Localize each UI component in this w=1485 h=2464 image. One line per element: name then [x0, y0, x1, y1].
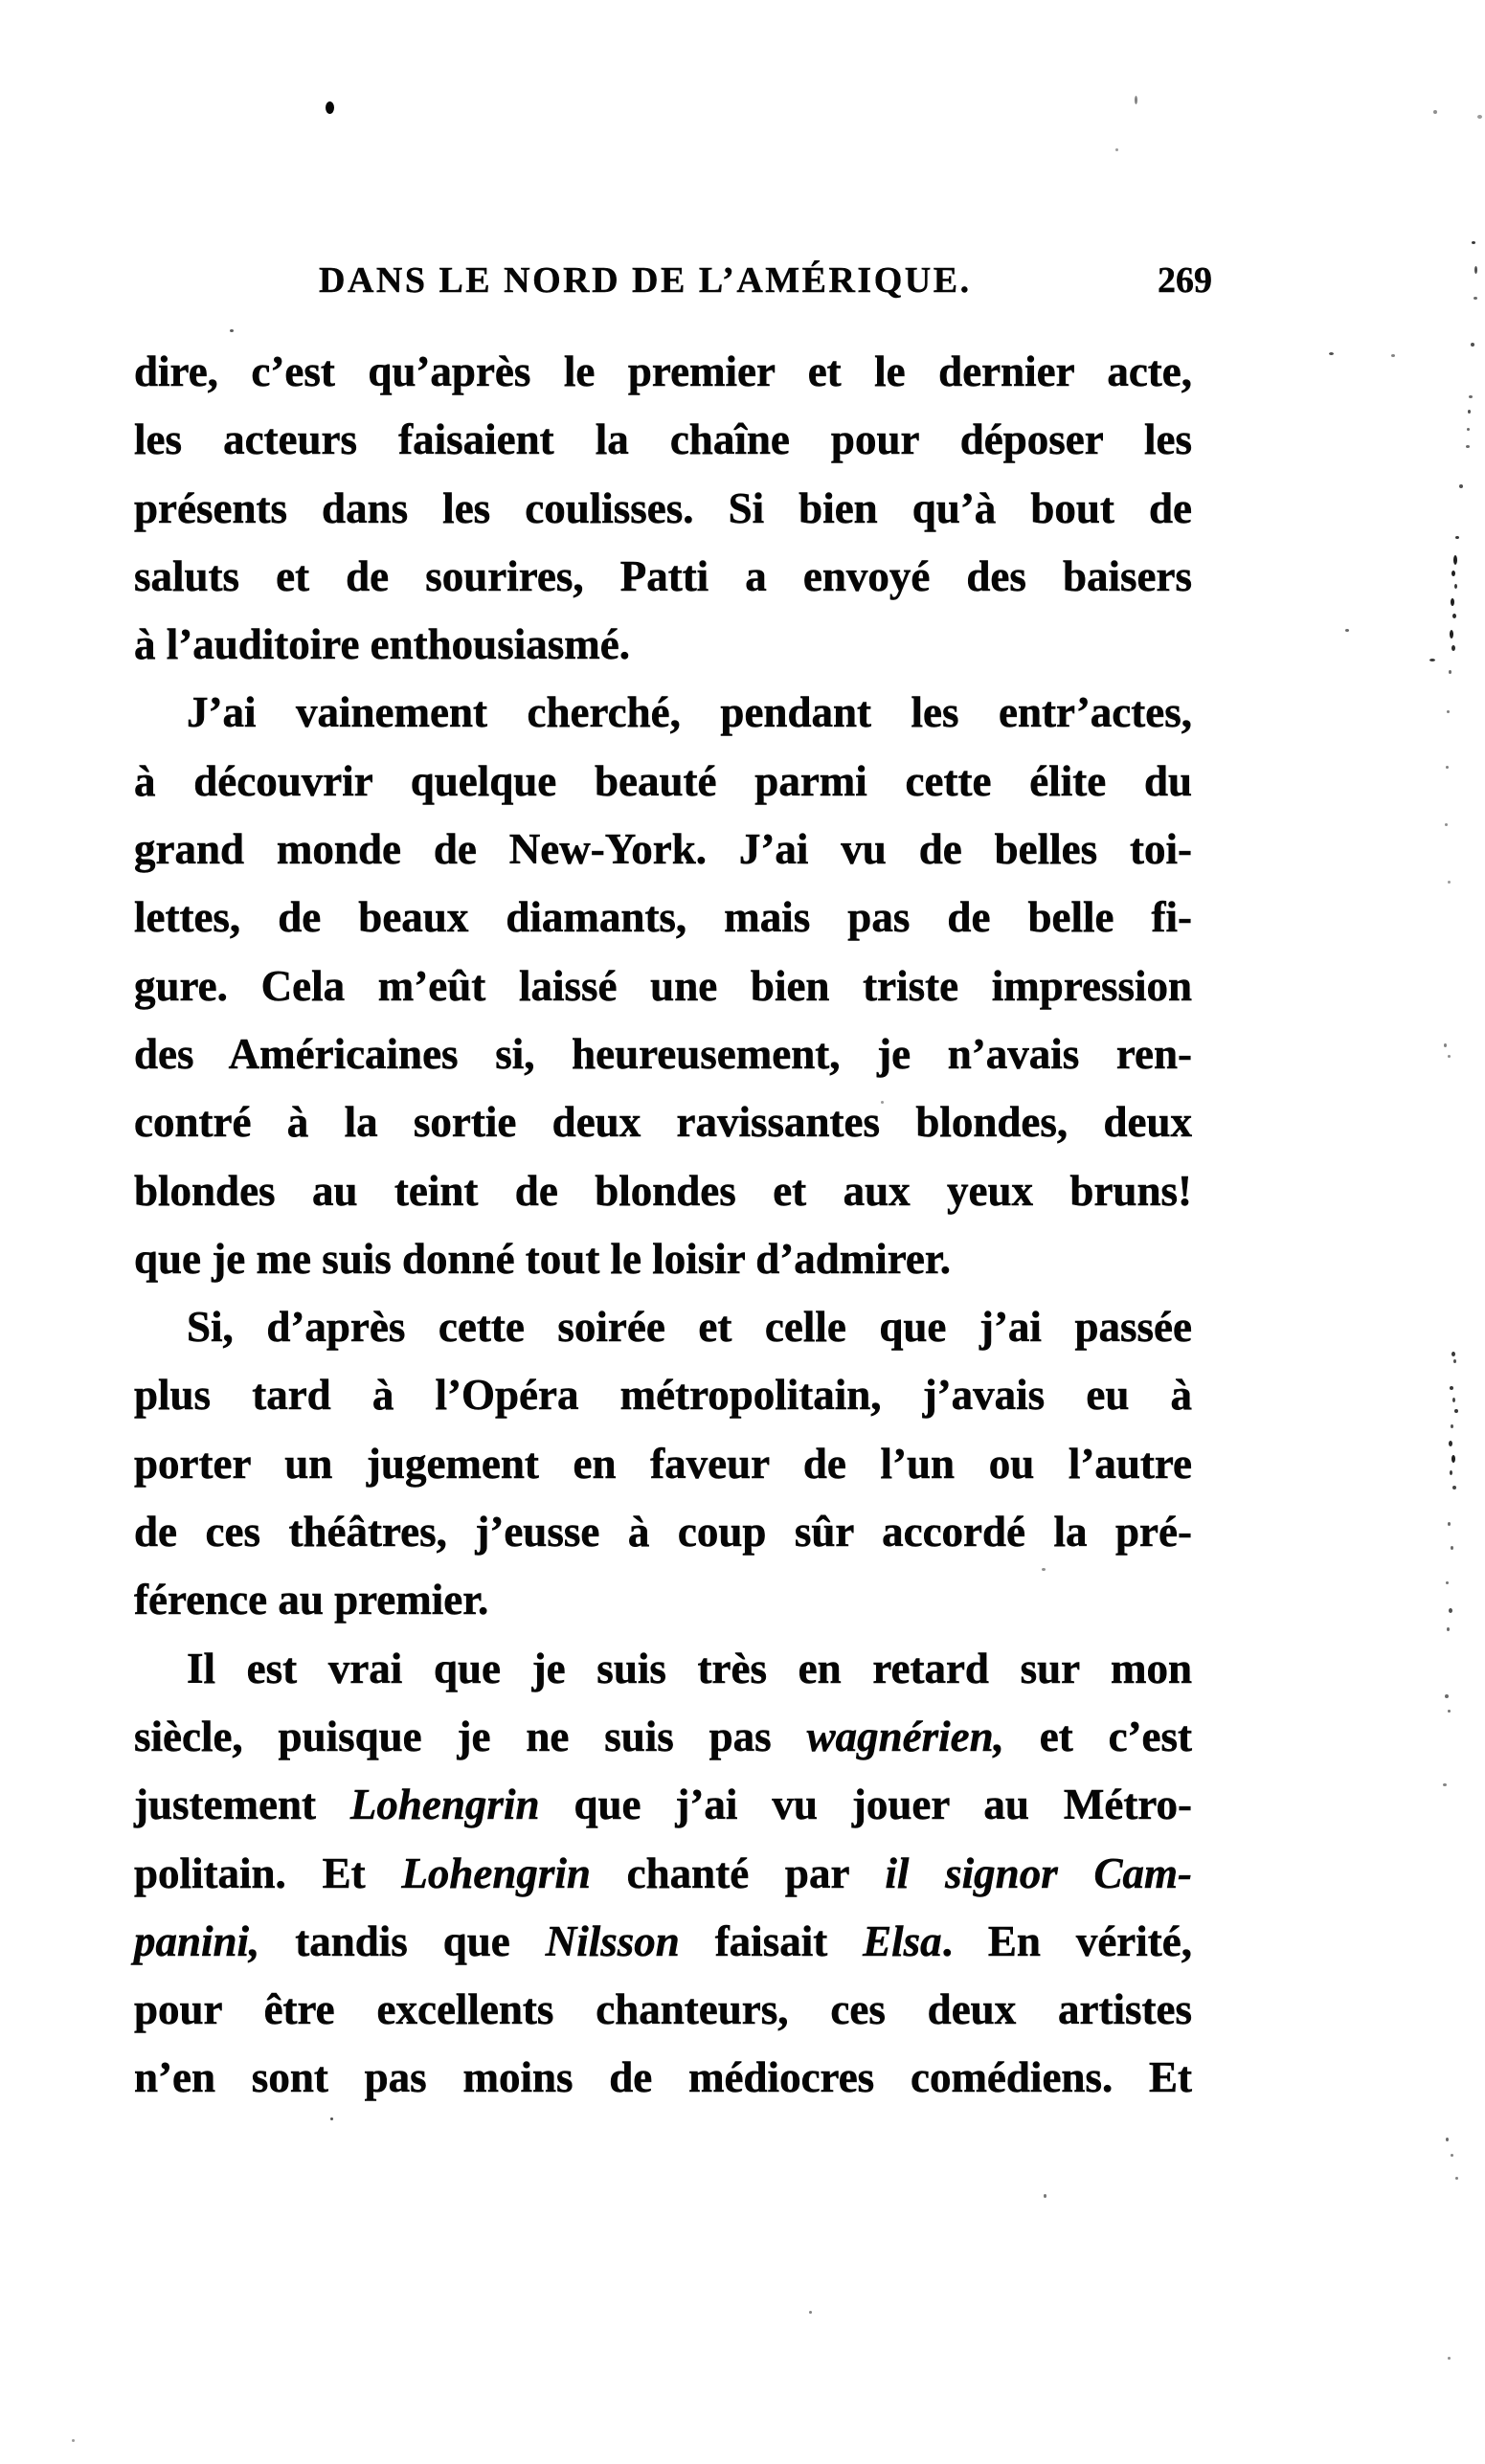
text-segment: présents dans les coulisses. Si bien qu’à bout de	[134, 483, 1192, 532]
text-segment: grand monde de New-York. J’ai vu de belles toi-	[134, 825, 1192, 874]
text-segment: des Américaines si, heureusement, je n’avais ren-	[134, 1029, 1192, 1078]
text-line	[134, 1908, 1192, 1976]
ink-speck	[1446, 1581, 1449, 1584]
text-segment: chanté par	[590, 1848, 886, 1897]
italic-text-segment: il signor Cam-	[885, 1848, 1192, 1897]
ink-speck	[1466, 445, 1470, 448]
ink-speck	[1468, 410, 1471, 414]
ink-speck	[1452, 614, 1456, 618]
text-line	[134, 2044, 1192, 2112]
text-line	[134, 1566, 1192, 1634]
ink-speck	[1448, 2357, 1451, 2360]
text-segment: siècle, puisque je ne suis pas	[134, 1712, 807, 1760]
ink-speck	[1477, 115, 1482, 119]
ink-speck	[1115, 148, 1118, 151]
ink-speck	[1391, 354, 1395, 357]
text-segment: faisait	[679, 1916, 864, 1965]
ink-speck	[1453, 555, 1457, 565]
ink-speck	[1472, 241, 1475, 244]
text-segment: à l’auditoire enthousiasmé.	[134, 620, 630, 669]
text-segment: porter un jugement en faveur de l’un ou l’autre	[134, 1439, 1192, 1488]
ink-speck	[1345, 629, 1349, 632]
ink-speck	[1445, 823, 1448, 826]
running-header-title: DANS LE NORD DE L’AMÉRIQUE.	[319, 260, 972, 301]
italic-text-segment: Nilsson	[545, 1916, 680, 1965]
ink-speck	[1469, 395, 1473, 398]
ink-speck	[1448, 1055, 1451, 1058]
text-segment: saluts et de sourires, Patti a envoyé des baisers	[134, 551, 1192, 600]
ink-speck	[1452, 1398, 1455, 1402]
ink-speck	[1455, 2177, 1458, 2180]
ink-speck	[1451, 598, 1454, 606]
text-line	[134, 1635, 1192, 1703]
ink-speck	[1453, 1359, 1456, 1363]
ink-speck	[1433, 110, 1437, 114]
text-segment: tandis que	[259, 1916, 546, 1965]
text-line	[134, 611, 1192, 679]
text-block	[134, 338, 1192, 2113]
ink-speck	[1452, 1486, 1456, 1490]
text-line	[134, 1976, 1192, 2044]
page-number: 269	[1158, 260, 1212, 301]
text-segment: n’en sont pas moins de médiocres comédiens. Et	[134, 2053, 1192, 2102]
text-segment: justement	[134, 1781, 350, 1829]
italic-text-segment: Elsa	[863, 1916, 942, 1965]
text-line	[134, 1088, 1192, 1156]
italic-text-segment: Lohengrin	[349, 1781, 540, 1829]
text-segment: à découvrir quelque beauté parmi cette élite du	[134, 756, 1192, 805]
ink-speck	[1449, 670, 1451, 674]
ink-speck	[1474, 297, 1477, 300]
italic-text-segment: wagnérien,	[806, 1712, 1004, 1760]
text-line	[134, 952, 1192, 1020]
text-line	[134, 816, 1192, 884]
ink-speck	[1454, 1409, 1458, 1413]
ink-speck	[1450, 1386, 1453, 1390]
ink-speck	[1451, 645, 1455, 651]
ink-speck	[1451, 2154, 1453, 2157]
italic-text-segment: Lohengrin	[401, 1848, 591, 1897]
text-segment: Il est vrai que je suis très en retard sur mon	[187, 1644, 1192, 1692]
text-line	[134, 406, 1192, 474]
italic-text-segment: panini,	[134, 1916, 260, 1965]
text-segment: blondes au teint de blondes et aux yeux bruns!	[134, 1166, 1192, 1215]
ink-speck	[1445, 1694, 1449, 1698]
text-segment: que je me suis donné tout le loisir d’admirer.	[134, 1234, 951, 1283]
text-line	[134, 1157, 1192, 1225]
ink-speck	[1448, 1522, 1451, 1526]
ink-speck	[1446, 2138, 1449, 2141]
text-segment: lettes, de beaux diamants, mais pas de belle fi-	[134, 893, 1192, 942]
ink-speck	[1448, 1710, 1451, 1713]
ink-speck	[1450, 1470, 1452, 1475]
text-line	[134, 1703, 1192, 1771]
text-segment: les acteurs faisaient la chaîne pour déposer les	[134, 415, 1192, 464]
text-segment: férence au premier.	[134, 1576, 489, 1624]
text-line	[134, 1020, 1192, 1088]
ink-speck	[1429, 659, 1435, 661]
ink-speck	[1474, 266, 1477, 274]
text-segment: que j’ai vu jouer au Métro-	[539, 1781, 1192, 1829]
text-line	[134, 1771, 1192, 1839]
ink-speck	[330, 2117, 333, 2120]
ink-speck	[1471, 343, 1474, 347]
text-segment: contré à la sortie deux ravissantes blondes, deux	[134, 1098, 1192, 1147]
text-segment: politain. Et	[134, 1848, 402, 1897]
text-segment: de ces théâtres, j’eusse à coup sûr accordé la pré-	[134, 1508, 1192, 1557]
text-segment: pour être excellents chanteurs, ces deux artistes	[134, 1985, 1192, 2034]
ink-speck	[1455, 536, 1459, 539]
ink-speck	[1449, 1441, 1452, 1446]
text-line	[134, 679, 1192, 747]
ink-speck	[326, 101, 334, 114]
ink-speck	[1451, 1546, 1453, 1550]
text-line	[134, 1293, 1192, 1361]
text-segment: et c’est	[1003, 1712, 1192, 1760]
ink-speck	[1449, 1608, 1452, 1613]
text-segment: plus tard à l’Opéra métropolitain, j’avais eu à	[134, 1371, 1192, 1420]
text-segment: dire, c’est qu’après le premier et le dernier acte,	[134, 347, 1192, 395]
ink-speck	[881, 1101, 884, 1104]
ink-speck	[1454, 584, 1457, 589]
text-line	[134, 1430, 1192, 1498]
text-segment: J’ai vainement cherché, pendant les entr’actes,	[187, 688, 1192, 737]
text-line	[134, 338, 1192, 406]
ink-speck	[1044, 2194, 1046, 2198]
ink-speck	[1329, 352, 1334, 355]
text-line	[134, 1225, 1192, 1293]
ink-speck	[1443, 1783, 1447, 1786]
ink-speck	[230, 329, 234, 332]
ink-speck	[1135, 96, 1137, 104]
ink-speck	[1451, 1352, 1455, 1356]
ink-speck	[1042, 1568, 1046, 1571]
text-segment: Si, d’après cette soirée et celle que j’ai passée	[187, 1303, 1192, 1352]
ink-speck	[1451, 1424, 1453, 1428]
ink-speck	[1446, 766, 1449, 769]
ink-speck	[1459, 484, 1463, 488]
text-line	[134, 884, 1192, 952]
text-segment: gure. Cela m’eût laissé une bien triste impression	[134, 961, 1192, 1010]
ink-speck	[1448, 881, 1451, 884]
ink-speck	[1447, 710, 1450, 713]
ink-speck	[1451, 1455, 1455, 1463]
text-line	[134, 543, 1192, 611]
ink-speck	[1447, 1627, 1450, 1631]
ink-speck	[1451, 571, 1455, 576]
ink-speck	[809, 2311, 812, 2314]
ink-speck	[1467, 428, 1470, 431]
text-line	[134, 1498, 1192, 1566]
ink-speck	[1444, 1043, 1447, 1047]
text-line	[134, 748, 1192, 816]
text-line	[134, 475, 1192, 543]
text-line	[134, 1361, 1192, 1429]
ink-speck	[1450, 630, 1453, 638]
ink-speck	[72, 2439, 75, 2442]
text-segment: . En vérité,	[941, 1916, 1192, 1965]
text-line	[134, 1840, 1192, 1908]
